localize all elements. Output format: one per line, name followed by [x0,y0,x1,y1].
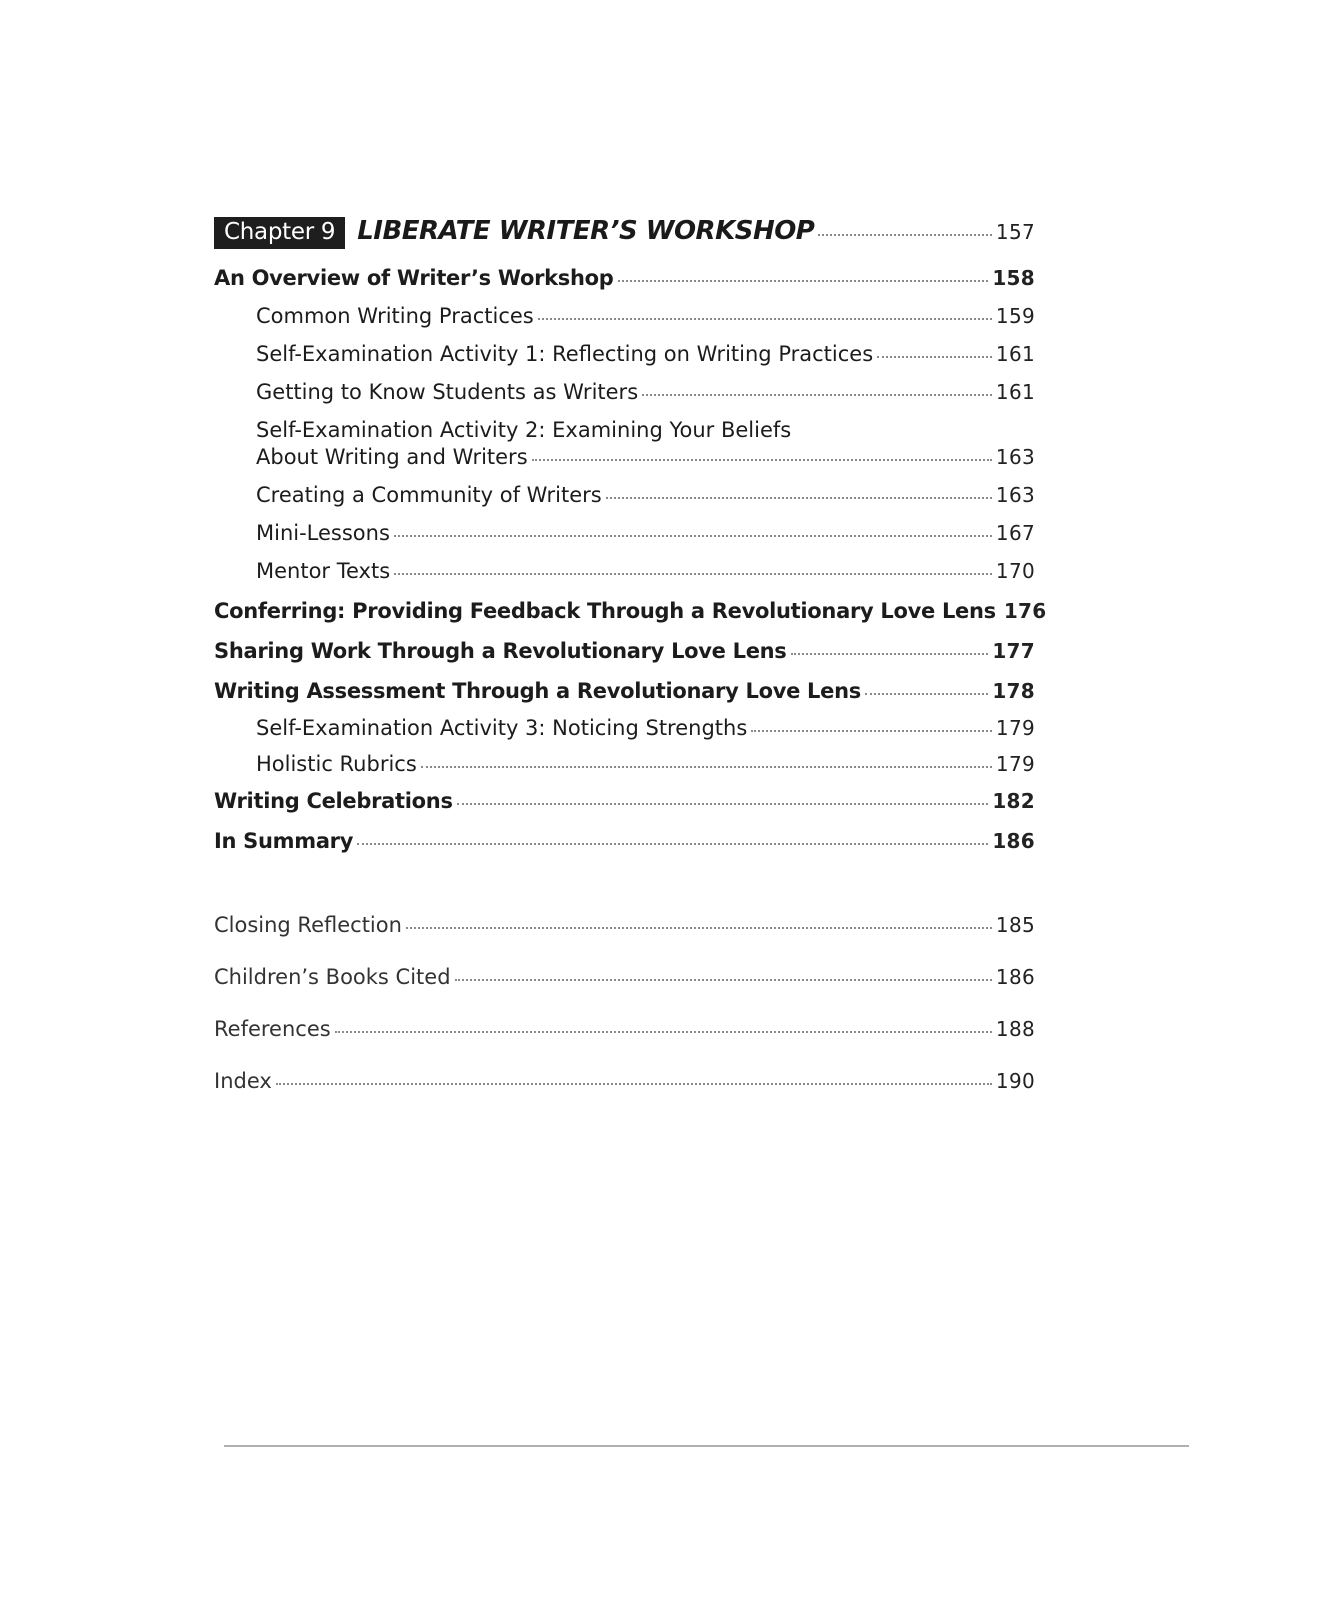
entry-title: Index [214,1069,272,1093]
dot-leader [618,279,989,282]
entry-title: In Summary [214,829,354,853]
entry-title: Creating a Community of Writers [256,483,602,507]
page-number: 159 [995,304,1035,328]
entry-title: Self-Examination Activity 2: Examining Your Beliefs [256,418,792,442]
toc-entry-self-exam-2-line2[interactable] [214,445,1035,469]
entry-title: Getting to Know Students as Writers [256,380,639,404]
toc-entry-conferring[interactable] [214,599,1047,623]
page-number: 157 [995,220,1035,244]
entry-title: Common Writing Practices [256,304,534,328]
dot-leader [276,1082,992,1085]
page-number: 167 [995,521,1035,545]
dot-leader [865,692,988,695]
dot-leader [421,765,992,768]
toc-entry-celebrations[interactable] [214,789,1035,813]
toc-entry-overview[interactable] [214,266,1035,290]
entry-title: Conferring: Providing Feedback Through a Revolutionary Love Lens [214,599,996,623]
toc-entry-writing-assessment[interactable] [214,679,1035,703]
page-number: 163 [995,445,1035,469]
entry-title-continued: About Writing and Writers [256,445,528,469]
dot-leader [455,978,992,981]
dot-leader [642,393,992,396]
dot-leader [532,458,992,461]
toc-entry-in-summary[interactable] [214,829,1035,853]
toc-entry-childrens-books[interactable] [214,965,1035,989]
page-number: 185 [995,913,1035,937]
page-number: 188 [995,1017,1035,1041]
toc-entry-self-exam-2-line1[interactable] [214,418,1035,442]
toc-entry-self-exam-1[interactable] [214,342,1035,366]
page-number: 182 [992,789,1035,813]
toc-entry-self-exam-3[interactable] [214,716,1035,740]
toc-entry-holistic-rubrics[interactable] [214,752,1035,776]
page-number: 161 [995,342,1035,366]
toc-entry-references[interactable] [214,1017,1035,1041]
entry-title: Children’s Books Cited [214,965,451,989]
dot-leader [394,534,992,537]
dot-leader [751,729,992,732]
entry-title: Closing Reflection [214,913,402,937]
dot-leader [394,572,992,575]
entry-title: Self-Examination Activity 1: Reflecting on Writing Practices [256,342,874,366]
chapter-heading-row[interactable] [214,216,1035,249]
chapter-label: Chapter 9 [214,217,345,249]
page-number: 177 [992,639,1035,663]
entry-title: Mentor Texts [256,559,391,583]
page-number: 186 [992,829,1035,853]
entry-title: Writing Assessment Through a Revolutionary Love Lens [214,679,861,703]
dot-leader [606,496,992,499]
dot-leader [538,317,992,320]
entry-title: Writing Celebrations [214,789,453,813]
entry-title: References [214,1017,331,1041]
dot-leader [357,842,988,845]
toc-entry-index[interactable] [214,1069,1035,1093]
page-number: 163 [995,483,1035,507]
dot-leader [457,802,989,805]
page-number: 190 [995,1069,1035,1093]
toc-entry-closing-reflection[interactable] [214,913,1035,937]
page-number: 176 [1003,599,1047,623]
entry-title: Holistic Rubrics [256,752,417,776]
page-number: 158 [992,266,1035,290]
entry-title: An Overview of Writer’s Workshop [214,266,614,290]
toc-entry-mentor-texts[interactable] [214,559,1035,583]
dot-leader [877,355,992,358]
footer-rule [224,1445,1189,1447]
page-number: 179 [995,716,1035,740]
page-number: 170 [995,559,1035,583]
dot-leader [335,1030,992,1033]
toc-entry-community[interactable] [214,483,1035,507]
toc-entry-mini-lessons[interactable] [214,521,1035,545]
dot-leader [791,652,989,655]
toc-entry-common-practices[interactable] [214,304,1035,328]
chapter-title: LIBERATE WRITER’S WORKSHOP [357,216,815,246]
page-number: 179 [995,752,1035,776]
entry-title: Self-Examination Activity 3: Noticing Strengths [256,716,748,740]
entry-title: Sharing Work Through a Revolutionary Love Lens [214,639,787,663]
dot-leader [818,233,992,236]
entry-title: Mini-Lessons [256,521,390,545]
toc-entry-sharing-work[interactable] [214,639,1035,663]
dot-leader [406,926,992,929]
page-number: 186 [995,965,1035,989]
page-number: 178 [992,679,1035,703]
toc-entry-knowing-students[interactable] [214,380,1035,404]
page-number: 161 [995,380,1035,404]
